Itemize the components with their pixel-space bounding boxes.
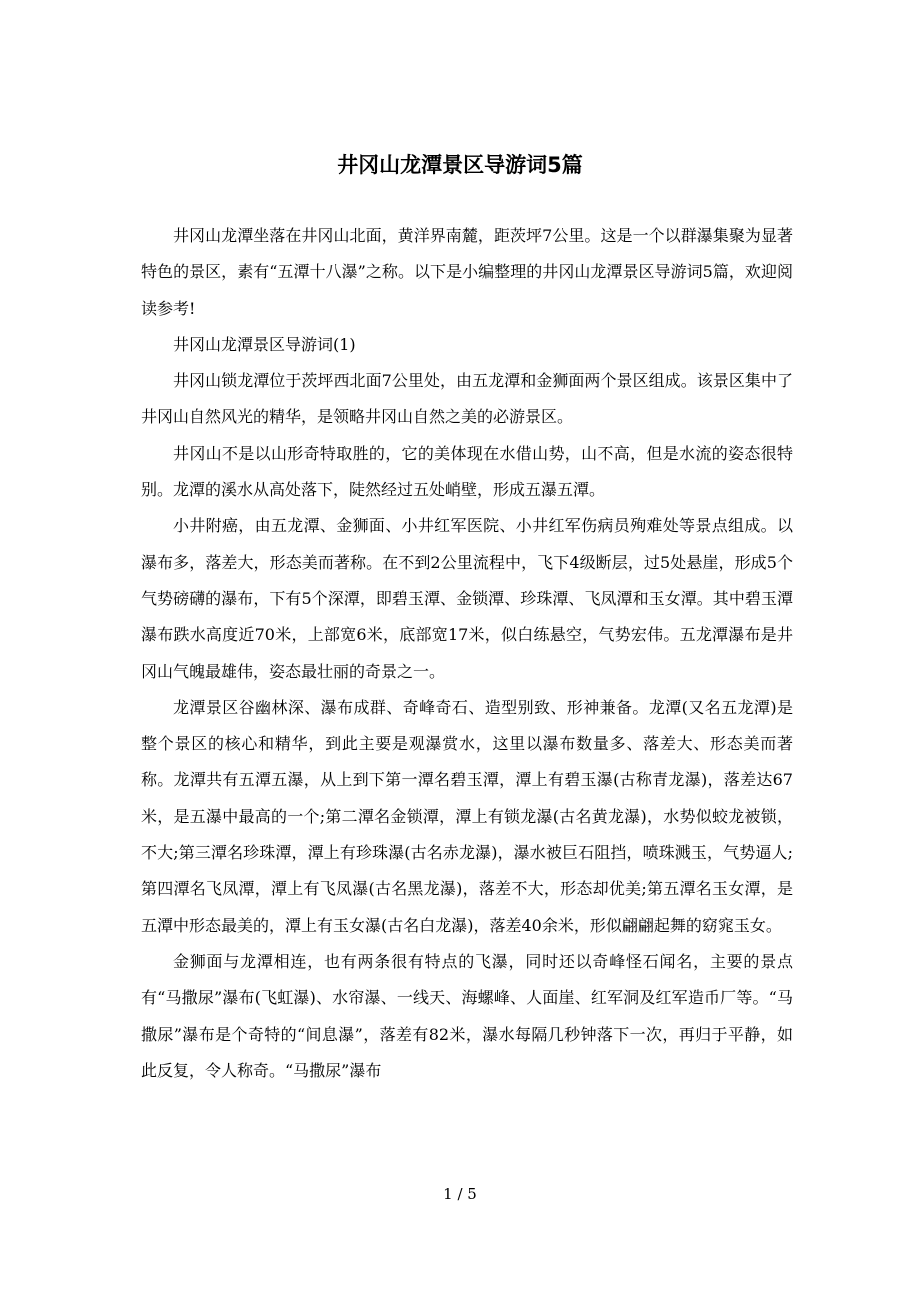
document-title: 井冈山龙潭景区导游词5篇 xyxy=(337,153,583,177)
body-paragraph: 龙潭景区谷幽林深、瀑布成群、奇峰奇石、造型别致、形神兼备。龙潭(又名五龙潭)是整个景区的核心和精华，到此主要是观瀑赏水，这里以瀑布数量多、落差大、形态美而著称。龙潭共有五潭五瀑，从上到下第一潭名碧玉潭，潭上有碧玉瀑(古称青龙瀑)，落差达67米，是五瀑中最高的一个;第二潭名金锁潭，潭上有锁龙瀑(古名黄龙瀑)，水势似蛟龙被锁，不大;第三潭名珍珠潭，潭上有珍珠瀑(古名赤龙瀑)，瀑水被巨石阻挡，喷珠溅玉，气势逼人;第四潭名飞凤潭，潭上有飞凤瀑(古名黑龙瀑)，落差不大，形态却优美;第五潭名玉女潭，是五潭中形态最美的，潭上有玉女瀑(古名白龙瀑)，落差40余米，形似翩翩起舞的窈窕玉女。 xyxy=(141,697,793,935)
intro-paragraph: 井冈山龙潭坐落在井冈山北面，黄洋界南麓，距茨坪7公里。这是一个以群瀑集聚为显著特色的景区，素有“五潭十八瀑”之称。以下是小编整理的井冈山龙潭景区导游词5篇，欢迎阅读参考! xyxy=(141,226,793,318)
body-paragraph: 井冈山不是以山形奇特取胜的，它的美体现在水借山势，山不高，但是水流的姿态很特别。龙潭的溪水从高处落下，陡然经过五处峭壁，形成五瀑五潭。 xyxy=(141,443,793,500)
page-number: 1 / 5 xyxy=(443,1185,477,1203)
body-paragraph: 金狮面与龙潭相连，也有两条很有特点的飞瀑，同时还以奇峰怪石闻名，主要的景点有“马撒尿”瀑布(飞虹瀑)、水帘瀑、一线天、海螺峰、人面崖、红军洞及红军造币厂等。“马撒尿”瀑布是个奇特的“间息瀑”，落差有82米，瀑水每隔几秒钟落下一次，再归于平静，如此反复，令人称奇。“马撒尿”瀑布 xyxy=(141,951,793,1080)
body-paragraph: 小井附癌，由五龙潭、金狮面、小井红军医院、小井红军伤病员殉难处等景点组成。以瀑布多，落差大，形态美而著称。在不到2公里流程中，飞下4级断层，过5处悬崖，形成5个气势磅礴的瀑布，下有5个深潭，即碧玉潭、金锁潭、珍珠潭、飞凤潭和玉女潭。其中碧玉潭瀑布跌水高度近70米，上部宽6米，底部宽17米，似白练悬空，气势宏伟。五龙潭瀑布是井冈山气魄最雄伟，姿态最壮丽的奇景之一。 xyxy=(141,516,793,681)
section-heading: 井冈山龙潭景区导游词(1) xyxy=(173,334,356,354)
document-body xyxy=(141,218,793,1089)
body-paragraph: 井冈山锁龙潭位于茨坪西北面7公里处，由五龙潭和金狮面两个景区组成。该景区集中了井冈山自然风光的精华，是领略井冈山自然之美的必游景区。 xyxy=(141,371,793,427)
